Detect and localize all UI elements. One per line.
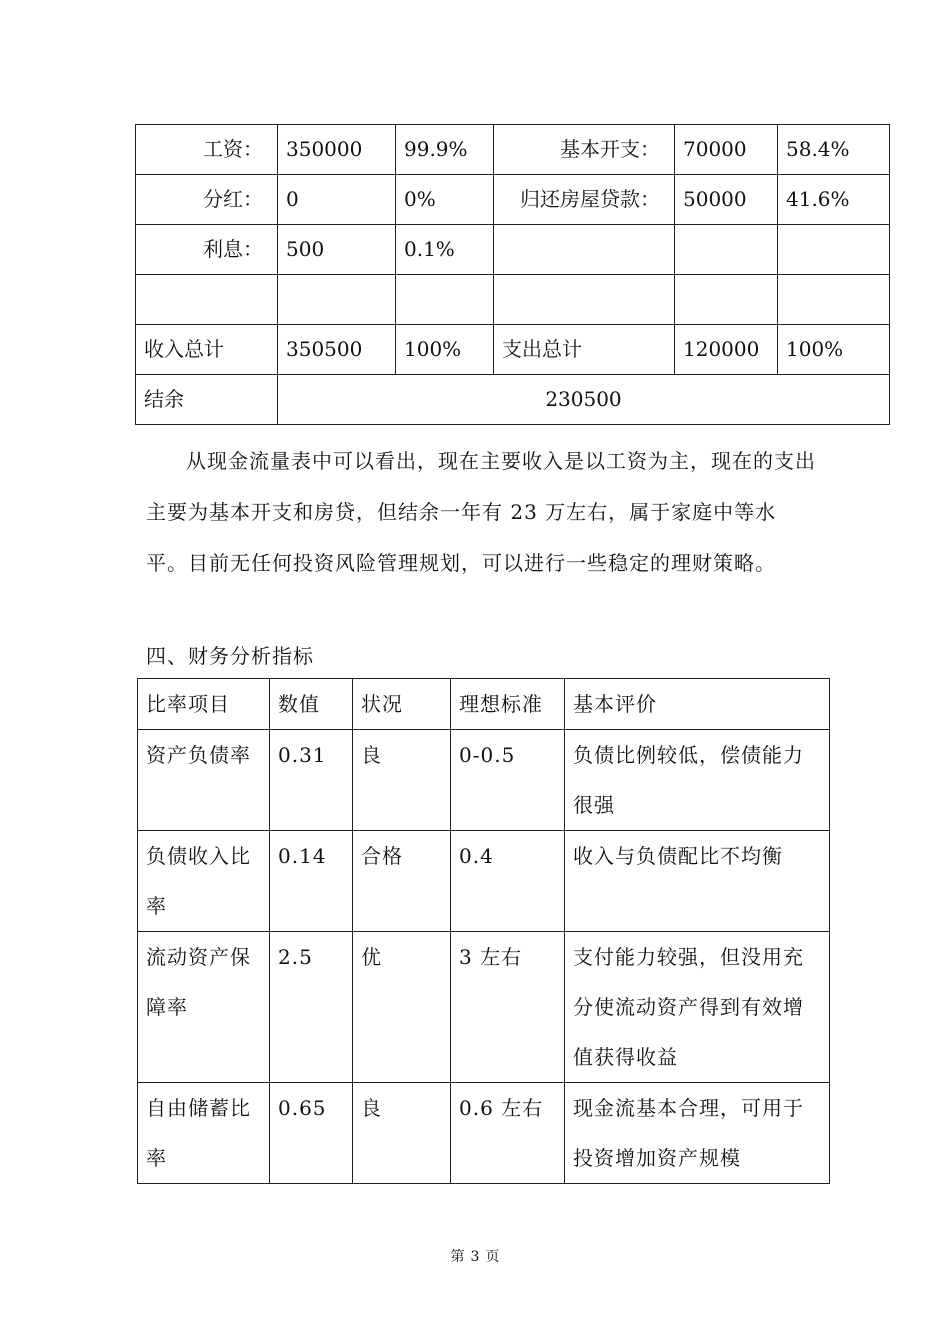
balance-label: 结余 (136, 375, 278, 425)
ratio-status: 优 (353, 932, 451, 1083)
column-header: 基本评价 (565, 679, 830, 730)
column-header: 数值 (270, 679, 353, 730)
expense-total-pct: 100% (778, 325, 890, 375)
ratio-standard: 0.6 左右 (451, 1083, 565, 1184)
ratio-standard: 3 左右 (451, 932, 565, 1083)
expense-amount (675, 225, 778, 275)
table-row (136, 225, 890, 275)
income-total-pct: 100% (396, 325, 494, 375)
footer-prefix: 第 (450, 1249, 465, 1265)
table-row (136, 175, 890, 225)
ratio-evaluation: 支付能力较强，但没用充分使流动资产得到有效增值获得收益 (565, 932, 830, 1083)
ratio-value: 0.14 (270, 831, 353, 932)
expense-pct: 58.4% (778, 125, 890, 175)
income-pct: 99.9% (396, 125, 494, 175)
page-footer (0, 1246, 950, 1266)
ratio-evaluation: 收入与负债配比不均衡 (565, 831, 830, 932)
column-header: 比率项目 (138, 679, 270, 730)
analysis-paragraph: 从现金流量表中可以看出，现在主要收入是以工资为主，现在的支出主要为基本开支和房贷，但结余一年有 23 万左右，属于家庭中等水平。目前无任何投资风险管理规划，可以进行一些稳定的理财策略。 (146, 449, 816, 575)
ratio-item: 流动资产保障率 (138, 932, 270, 1083)
income-amount: 350000 (278, 125, 396, 175)
column-header: 理想标准 (451, 679, 565, 730)
footer-suffix: 页 (485, 1249, 500, 1265)
ratio-item: 自由储蓄比率 (138, 1083, 270, 1184)
balance-value: 230500 (278, 375, 890, 425)
ratio-status: 良 (353, 1083, 451, 1184)
income-amount (278, 275, 396, 325)
ratio-value: 2.5 (270, 932, 353, 1083)
income-pct: 0% (396, 175, 494, 225)
table-row (138, 730, 830, 831)
page-number: 3 (470, 1249, 480, 1265)
section-heading: 四、财务分析指标 (146, 644, 314, 668)
expense-item (494, 225, 675, 275)
column-header: 状况 (353, 679, 451, 730)
expense-item: 基本开支： (494, 125, 675, 175)
income-item: 工资： (136, 125, 278, 175)
ratio-table (137, 678, 830, 1184)
income-pct: 0.1% (396, 225, 494, 275)
table-header-row (138, 679, 830, 730)
ratio-standard: 0-0.5 (451, 730, 565, 831)
income-item (136, 275, 278, 325)
expense-total-amount: 120000 (675, 325, 778, 375)
ratio-item: 负债收入比率 (138, 831, 270, 932)
table-row (136, 125, 890, 175)
ratio-evaluation: 负债比例较低，偿债能力很强 (565, 730, 830, 831)
expense-item: 归还房屋贷款： (494, 175, 675, 225)
table-row (138, 932, 830, 1083)
income-item: 利息： (136, 225, 278, 275)
table-row (138, 831, 830, 932)
balance-row (136, 375, 890, 425)
ratio-item: 资产负债率 (138, 730, 270, 831)
table-row (136, 275, 890, 325)
income-pct (396, 275, 494, 325)
income-total-amount: 350500 (278, 325, 396, 375)
expense-total-label: 支出总计 (494, 325, 675, 375)
expense-item (494, 275, 675, 325)
income-amount: 500 (278, 225, 396, 275)
income-total-label: 收入总计 (136, 325, 278, 375)
expense-pct (778, 225, 890, 275)
ratio-value: 0.65 (270, 1083, 353, 1184)
ratio-status: 良 (353, 730, 451, 831)
expense-amount (675, 275, 778, 325)
expense-amount: 50000 (675, 175, 778, 225)
ratio-evaluation: 现金流基本合理，可用于投资增加资产规模 (565, 1083, 830, 1184)
income-amount: 0 (278, 175, 396, 225)
expense-pct (778, 275, 890, 325)
expense-pct: 41.6% (778, 175, 890, 225)
totals-row (136, 325, 890, 375)
table-row (138, 1083, 830, 1184)
ratio-value: 0.31 (270, 730, 353, 831)
expense-amount: 70000 (675, 125, 778, 175)
income-item: 分红： (136, 175, 278, 225)
ratio-standard: 0.4 (451, 831, 565, 932)
cashflow-table (135, 124, 890, 425)
ratio-status: 合格 (353, 831, 451, 932)
